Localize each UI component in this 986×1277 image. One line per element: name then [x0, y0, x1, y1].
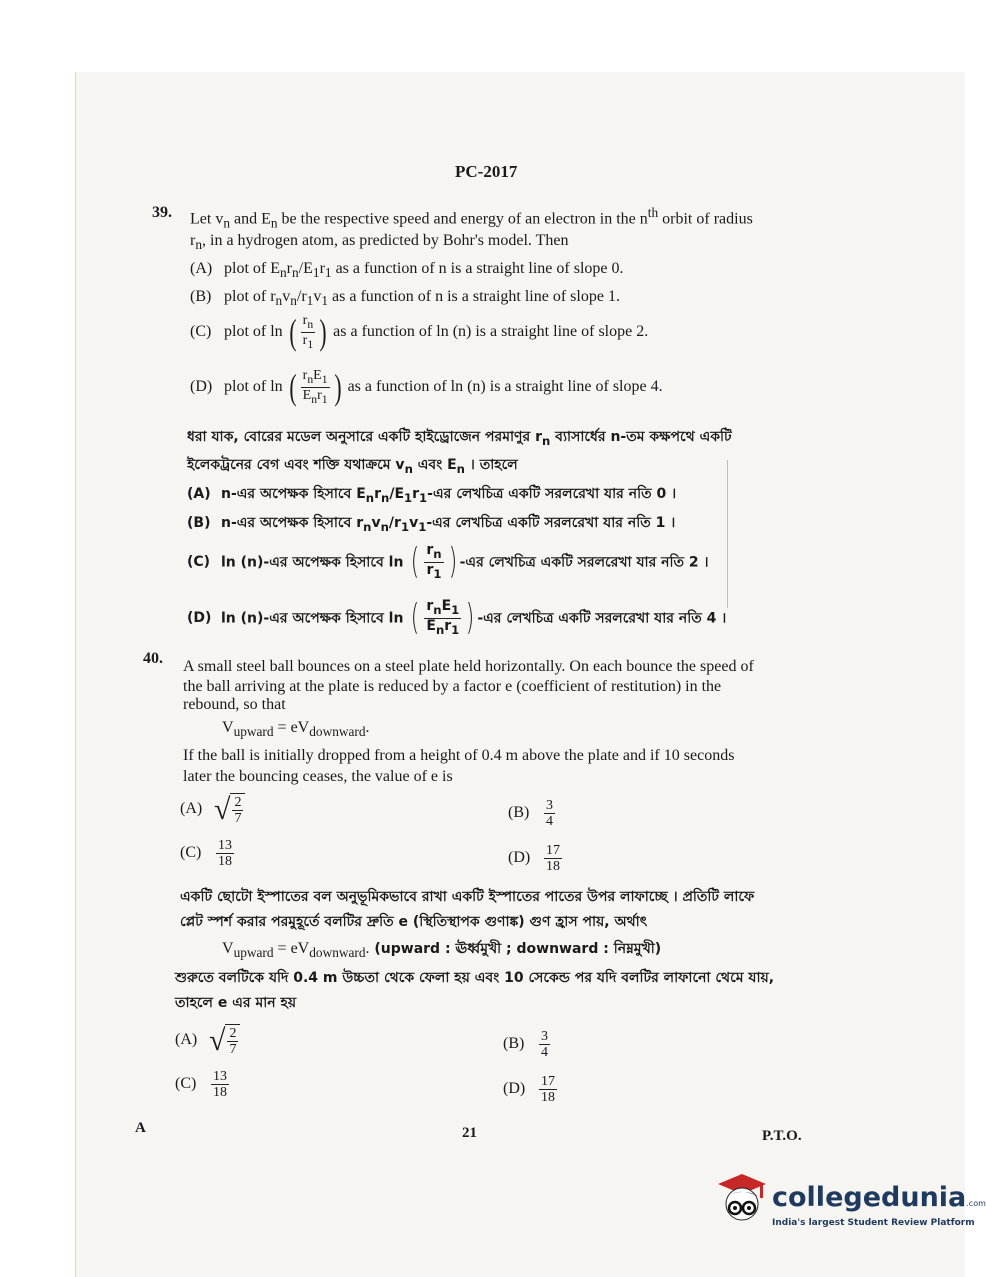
- den: 4: [541, 1045, 548, 1060]
- footer-set-letter: A: [135, 1120, 146, 1136]
- option-text: plot of ln: [224, 322, 283, 340]
- q39-text: and E: [230, 210, 271, 228]
- bn-text: -এর লেখচিত্র একটি সরলরেখা যার নতি 4 ।: [477, 610, 727, 627]
- option-label: (D): [187, 610, 212, 627]
- sub: upward: [233, 724, 274, 740]
- q40-equation: $V_{upward} = eV_{downward}$.: [222, 719, 370, 740]
- den: 18: [218, 854, 232, 869]
- fraction-paren: ( $\frac{r_n}{r_1}$ ): [289, 312, 327, 353]
- den: 4: [546, 814, 553, 829]
- q40-bn-option-d: [503, 1074, 559, 1105]
- q39-text: orbit of radius: [658, 210, 753, 228]
- option-label: (C): [180, 844, 202, 862]
- option-text: as a function of n is a straight line of slope 1.: [328, 288, 620, 305]
- q40-option-a: [180, 793, 245, 826]
- q40-option-c: [180, 838, 236, 869]
- q40-option-b: [508, 798, 557, 829]
- q40-bengali-line2: প্লেট স্পর্শ করার পরমুহূর্তে বলটির দ্রুতি e (স্থিতিস্থাপক গুণাঙ্ক) গুণ হ্রাস পায়, অর্থাৎ: [180, 914, 648, 930]
- q39-option-a: (A) plot of $E_nr_n/E_1r_1$ as a function of n is a straight line of slope 0.: [190, 260, 624, 281]
- q40-bn-option-a: [175, 1024, 240, 1057]
- den: 7: [234, 811, 242, 826]
- option-label: (A): [187, 486, 211, 502]
- option-label: (B): [190, 288, 212, 305]
- sub: downward: [309, 945, 366, 961]
- q39-option-c: [190, 313, 648, 352]
- q39-bengali-stem2: ইলেকট্রনের বেগ এবং শক্তি যথাক্রমে $v_n$ এবং $E_n$ । তাহলে: [187, 457, 518, 476]
- logo-tagline: India's largest Student Review Platform: [772, 1218, 975, 1228]
- bn-text: এবং E: [412, 457, 457, 473]
- num: 17: [541, 1074, 555, 1089]
- pto-label: P.T.O.: [762, 1128, 802, 1144]
- option-text: as a function of ln (n) is a straight line of slope 2.: [333, 322, 649, 340]
- sqrt: √ $\frac{2}{7}$: [214, 793, 245, 826]
- q40-bengali-line1: একটি ছোটো ইস্পাতের বল অনুভূমিকভাবে রাখা একটি ইস্পাতের পাতের উপর লাফাচ্ছে । প্রতিটি লাফে: [180, 889, 755, 905]
- q40-bengali-line4: তাহলে e এর মান হয়: [175, 995, 297, 1011]
- eq-text: = eV: [273, 719, 310, 736]
- option-text: plot of ln: [224, 377, 283, 395]
- den: 7: [229, 1042, 237, 1057]
- q39-bn-option-d: [187, 599, 726, 638]
- option-label: (C): [175, 1075, 197, 1093]
- sub: upward: [233, 945, 274, 961]
- option-label: (C): [190, 322, 212, 340]
- bn-text: (upward : ঊর্ধ্বমুখী ; downward : নিম্নমুখী): [369, 941, 662, 957]
- option-label: (B): [503, 1035, 525, 1053]
- q40-bn-option-b: [503, 1029, 552, 1060]
- option-text: plot of r: [224, 288, 276, 305]
- option-label: (D): [190, 377, 213, 395]
- bn-text: ব্যাসার্ধের n-তম কক্ষপথে একটি: [550, 429, 732, 445]
- bn-text: -এর লেখচিত্র একটি সরলরেখা যার নতি 0 ।: [427, 486, 677, 502]
- sub: downward: [309, 724, 366, 740]
- bn-text: -এর লেখচিত্র একটি সরলরেখা যার নতি 1 ।: [426, 515, 676, 531]
- bn-text: -এর লেখচিত্র একটি সরলরেখা যার নতি 2 ।: [459, 554, 709, 571]
- num: 2: [229, 1026, 237, 1041]
- q39-stem-line1: [190, 202, 830, 234]
- num: 13: [218, 838, 232, 853]
- q40-stem-line4: If the ball is initially dropped from a height of 0.4 m above the plate and if 10 seconds: [183, 747, 735, 764]
- q39-text: r: [190, 232, 196, 249]
- q40-bengali-line3: শুরুতে বলটিকে যদি 0.4 m উচ্চতা থেকে ফেলা হয় এবং 10 সেকেন্ড পর যদি বলটির লাফানো থেমে যায়,: [175, 970, 775, 986]
- q39-text: Let v: [190, 210, 224, 228]
- num: 17: [546, 843, 560, 858]
- bn-text: ধরা যাক, বোরের মডেল অনুসারে একটি হাইড্রোজেন পরমাণুর r: [187, 429, 542, 445]
- sub: n: [223, 215, 230, 231]
- fraction-paren: ( $\frac{r_nE_1}{E_nr_1}$ ): [289, 367, 342, 408]
- sup: th: [647, 205, 659, 220]
- q39-text: , in a hydrogen atom, as predicted by Bohr's model. Then: [202, 232, 569, 249]
- option-label: (B): [508, 804, 530, 822]
- option-label: (D): [503, 1080, 526, 1098]
- den: 18: [213, 1085, 227, 1100]
- fraction-paren: ( $\frac{r_nE_1}{E_nr_1}$ ): [411, 597, 475, 639]
- scan-artifact-line: [727, 460, 728, 608]
- page-number: 21: [462, 1125, 477, 1141]
- q39-bn-option-b: (B) n-এর অপেক্ষক হিসাবে $r_nv_n/r_1v_1-এর$ লেখচিত্র একটি সরলরেখা যার নতি 1 ।: [187, 512, 675, 538]
- logo-name: collegedunia: [772, 1182, 967, 1213]
- q39-bn-option-a: (A) n-এর অপেক্ষক হিসাবে $E_nr_n/E_1r_1-এর$ লেখচিত্র একটি সরলরেখা যার নতি 0 ।: [187, 483, 676, 509]
- den: 18: [541, 1090, 555, 1105]
- q39-option-b: (B) plot of $r_nv_n/r_1v_1$ as a function of n is a straight line of slope 1.: [190, 288, 620, 309]
- option-text: as a function of n is a straight line of slope 0.: [331, 260, 624, 277]
- logo-suffix: .com: [966, 1199, 986, 1208]
- q40-stem-line2: the ball arriving at the plate is reduced by a factor e (coefficient of restitution) in the: [183, 678, 722, 695]
- q39-text: be the respective speed and energy of an electron in the n: [277, 210, 648, 228]
- q40-stem-line5: later the bouncing ceases, the value of e is: [183, 768, 453, 785]
- option-label: (C): [187, 554, 211, 571]
- q40-stem-line3: rebound, so that: [183, 696, 286, 713]
- option-text: as a function of ln (n) is a straight line of slope 4.: [347, 377, 663, 395]
- sub: n: [270, 215, 278, 231]
- question-number-39: 39.: [152, 204, 172, 221]
- bn-text: ln (n)-এর অপেক্ষক হিসাবে ln: [221, 610, 404, 627]
- q39-option-d: [190, 368, 663, 407]
- bn-text: n-এর অপেক্ষক হিসাবে r: [221, 515, 364, 531]
- q39-bn-option-c: [187, 543, 709, 582]
- eq-text: = eV: [273, 940, 310, 957]
- option-label: (A): [175, 1031, 198, 1049]
- q40-option-d: [508, 843, 564, 874]
- eq-text: V: [222, 719, 234, 736]
- q40-stem-line1: A small steel ball bounces on a steel plate held horizontally. On each bounce the speed of: [183, 658, 754, 675]
- num: 3: [541, 1029, 548, 1044]
- eq-text: V: [222, 940, 234, 957]
- q39-bengali-stem1: ধরা যাক, বোরের মডেল অনুসারে একটি হাইড্রোজেন পরমাণুর $r_n$ ব্যাসার্ধের n-তম কক্ষপথে একটি: [187, 429, 732, 448]
- paper-code: PC-2017: [455, 162, 518, 181]
- q39-stem-line2: [190, 230, 569, 255]
- option-label: (B): [187, 515, 211, 531]
- bn-text: । তাহলে: [464, 457, 518, 473]
- q40-bengali-equation: $V_{upward} = eV_{downward}$. (upward : ঊর্ধ্বমুখী ; downward : নিম্নমুখী): [222, 940, 662, 961]
- bn-text: ln (n)-এর অপেক্ষক হিসাবে ln: [221, 554, 404, 571]
- option-label: (A): [190, 260, 213, 277]
- fraction-paren: ( $\frac{r_n}{r_1}$ ): [411, 541, 457, 583]
- bn-text: n-এর অপেক্ষক হিসাবে E: [221, 486, 366, 502]
- sub: n: [195, 237, 202, 253]
- q40-bn-option-c: [175, 1069, 231, 1100]
- option-text: plot of E: [224, 260, 280, 277]
- page-edge: [75, 72, 76, 1277]
- question-number-40: 40.: [143, 650, 163, 667]
- bn-text: ইলেকট্রনের বেগ এবং শক্তি যথাক্রমে v: [187, 457, 405, 473]
- option-label: (D): [508, 849, 531, 867]
- den: 18: [546, 859, 560, 874]
- sqrt: √ $\frac{2}{7}$: [209, 1024, 240, 1057]
- mascot-icon: [716, 1172, 768, 1228]
- num: 3: [546, 798, 553, 813]
- num: 2: [234, 795, 242, 810]
- option-label: (A): [180, 800, 203, 818]
- num: 13: [213, 1069, 227, 1084]
